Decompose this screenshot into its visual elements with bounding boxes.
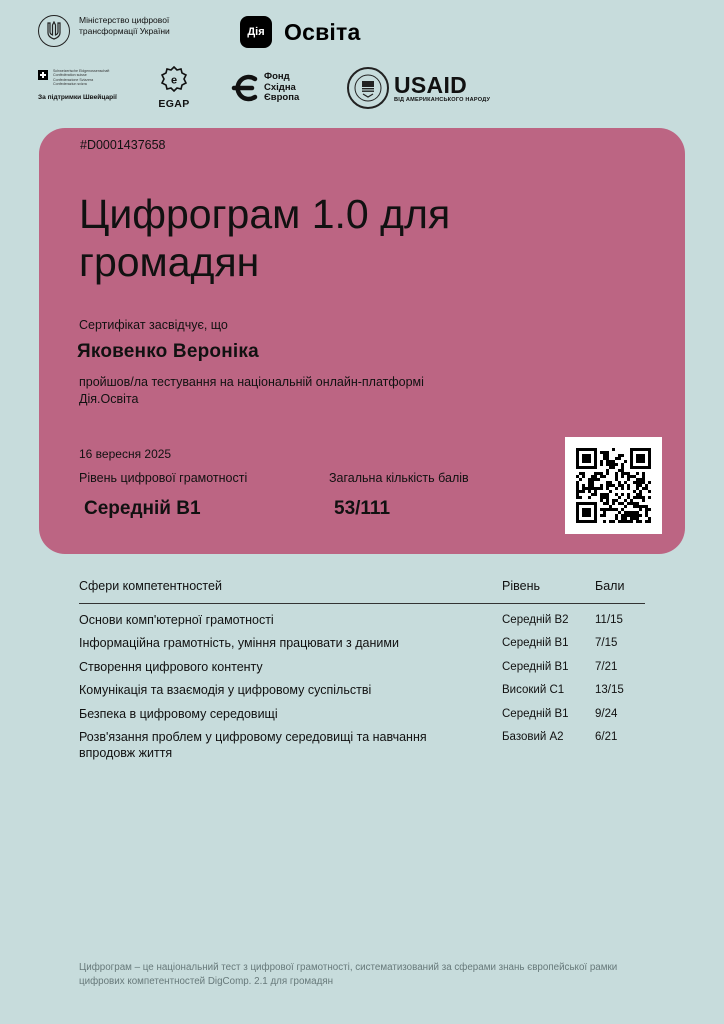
certificate-card [39, 128, 685, 554]
score-label: Загальна кількість балів [329, 471, 469, 485]
fond-line: Фонд [264, 71, 290, 83]
row-sphere: Розв'язання проблем у цифровому середовищі та навчання впродовж життя [79, 730, 427, 760]
score-value: 53/111 [334, 498, 391, 519]
fond-line: Європа [264, 92, 300, 104]
row-score: 7/21 [595, 660, 618, 673]
row-level: Базовий A2 [502, 731, 564, 743]
table-row [79, 612, 645, 628]
competence-table [79, 575, 645, 761]
egap-logo-icon [161, 66, 187, 92]
table-row [79, 635, 645, 651]
row-level: Середній B2 [502, 613, 569, 626]
usaid-subtitle: ВІД АМЕРИКАНСЬКОГО НАРОДУ [394, 97, 491, 103]
certificate-id: #D0001437658 [80, 138, 166, 152]
table-header [79, 575, 645, 604]
row-sphere: Створення цифрового контенту [79, 659, 263, 674]
row-level: Середній B1 [502, 637, 569, 649]
footer-note: Цифрограм – це національний тест з цифрової грамотності, систематизований за сферами знань європейської рамки цифрових компетентностей DigComp. 2.1 для громадян [79, 962, 618, 987]
row-score: 6/21 [595, 731, 618, 743]
table-row [79, 682, 645, 698]
table-row [79, 729, 645, 761]
table-row [79, 706, 645, 722]
diia-brand-text: Освіта [284, 18, 361, 45]
row-score: 9/24 [595, 707, 618, 720]
fond-logo [230, 69, 299, 107]
header-sphere: Сфери компетентностей [79, 579, 222, 593]
swiss-line: Confederaziun svizra [53, 81, 87, 86]
row-score: 13/15 [595, 684, 624, 696]
swiss-line: Confederazione Svizzera [53, 77, 94, 82]
usaid-seal-icon [347, 67, 389, 109]
row-sphere: Безпека в цифровому середовищі [79, 706, 278, 721]
recipient-name: Яковенко Вероніка [77, 341, 259, 362]
qr-code[interactable] [565, 437, 662, 534]
header-score: Бали [595, 579, 625, 593]
row-level: Високий C1 [502, 684, 565, 696]
row-level: Середній B1 [502, 707, 569, 720]
row-sphere: Основи комп'ютерної грамотності [79, 612, 274, 627]
row-level: Середній B1 [502, 660, 569, 673]
row-score: 11/15 [595, 613, 623, 626]
swiss-support-text: За підтримки Швейцарії [38, 94, 117, 102]
level-value: Середній B1 [84, 498, 201, 519]
certifies-text: Сертифікат засвідчує, що [79, 318, 228, 332]
usaid-text: USAID [394, 72, 468, 98]
table-row [79, 659, 645, 675]
row-sphere: Комунікація та взаємодія у цифровому суспільстві [79, 683, 372, 697]
row-sphere: Інформаційна грамотність, уміння працювати з даними [79, 636, 399, 650]
swiss-logo [38, 69, 138, 101]
ministry-name: Міністерство цифрової трансформації України [79, 15, 170, 36]
level-label: Рівень цифрової грамотності [79, 471, 248, 485]
header-level: Рівень [502, 579, 540, 593]
egap-logo [154, 66, 194, 110]
diia-osvita-logo [240, 16, 360, 48]
passed-text: пройшов/ла тестування на національній онлайн-платформі Дія.Освіта [79, 375, 424, 406]
course-title: Цифрограм 1.0 для громадян [79, 191, 451, 285]
egap-text: EGAP [158, 98, 190, 110]
swiss-line: Schweizerische Eidgenossenschaft [53, 69, 110, 73]
ministry-logo [38, 15, 219, 47]
fond-logo-icon [230, 69, 258, 107]
fond-line: Східна [264, 81, 296, 93]
trident-icon [38, 15, 70, 47]
swiss-flag-icon [38, 70, 48, 80]
certificate-date: 16 вересня 2025 [79, 447, 172, 461]
row-score: 7/15 [595, 637, 618, 649]
swiss-line: Confédération suisse [53, 73, 87, 78]
svg-text:e: e [170, 74, 178, 87]
diia-badge: Дія [240, 16, 272, 48]
usaid-logo [347, 67, 490, 109]
